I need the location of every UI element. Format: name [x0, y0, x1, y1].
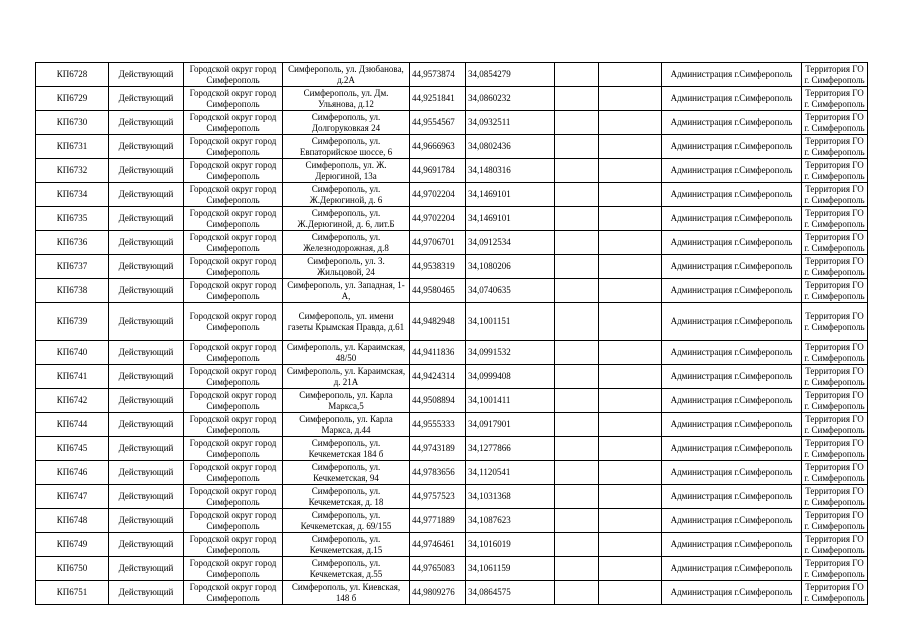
longitude-cell: 34,0740635 [466, 279, 555, 303]
latitude-cell: 44,9771889 [410, 509, 466, 533]
table-row [36, 111, 868, 135]
status-cell: Действующий [109, 461, 184, 485]
district-cell: Городской округ город Симферополь [184, 279, 283, 303]
owner-cell: Администрация г.Симферополь [662, 87, 802, 111]
table-row [36, 509, 868, 533]
status-cell: Действующий [109, 87, 184, 111]
district-cell: Городской округ город Симферополь [184, 485, 283, 509]
row-id-cell: КП6746 [36, 461, 109, 485]
owner-cell: Администрация г.Симферополь [662, 63, 802, 87]
status-cell: Действующий [109, 231, 184, 255]
empty-cell [599, 413, 662, 437]
owner-cell: Администрация г.Симферополь [662, 389, 802, 413]
address-cell: Симферополь, ул. Караимская, д. 21А [283, 365, 410, 389]
empty-cell [555, 87, 599, 111]
empty-cell [599, 135, 662, 159]
latitude-cell: 44,9508894 [410, 389, 466, 413]
district-cell: Городской округ город Симферополь [184, 341, 283, 365]
owner-cell: Администрация г.Симферополь [662, 279, 802, 303]
empty-cell [555, 279, 599, 303]
longitude-cell: 34,0802436 [466, 135, 555, 159]
status-cell: Действующий [109, 255, 184, 279]
table-row [36, 231, 868, 255]
row-id-cell: КП6731 [36, 135, 109, 159]
latitude-cell: 44,9573874 [410, 63, 466, 87]
address-cell: Симферополь, ул. Киевская, 148 б [283, 581, 410, 605]
territory-cell: Территория ГО г. Симферополь [802, 485, 868, 509]
empty-cell [599, 581, 662, 605]
row-id-cell: КП6732 [36, 159, 109, 183]
row-id-cell: КП6748 [36, 509, 109, 533]
latitude-cell: 44,9666963 [410, 135, 466, 159]
owner-cell: Администрация г.Симферополь [662, 135, 802, 159]
longitude-cell: 34,1016019 [466, 533, 555, 557]
district-cell: Городской округ город Симферополь [184, 255, 283, 279]
row-id-cell: КП6738 [36, 279, 109, 303]
row-id-cell: КП6735 [36, 207, 109, 231]
latitude-cell: 44,9411836 [410, 341, 466, 365]
empty-cell [555, 461, 599, 485]
empty-cell [599, 437, 662, 461]
territory-cell: Территория ГО г. Симферополь [802, 63, 868, 87]
status-cell: Действующий [109, 207, 184, 231]
owner-cell: Администрация г.Симферополь [662, 581, 802, 605]
row-id-cell: КП6737 [36, 255, 109, 279]
status-cell: Действующий [109, 183, 184, 207]
district-cell: Городской округ город Симферополь [184, 207, 283, 231]
address-cell: Симферополь, ул. Кечкеметская, д.15 [283, 533, 410, 557]
status-cell: Действующий [109, 581, 184, 605]
empty-cell [599, 365, 662, 389]
district-cell: Городской округ город Симферополь [184, 231, 283, 255]
owner-cell: Администрация г.Симферополь [662, 509, 802, 533]
longitude-cell: 34,1001151 [466, 303, 555, 341]
row-id-cell: КП6736 [36, 231, 109, 255]
status-cell: Действующий [109, 111, 184, 135]
owner-cell: Администрация г.Симферополь [662, 303, 802, 341]
table-body [36, 63, 868, 605]
territory-cell: Территория ГО г. Симферополь [802, 231, 868, 255]
empty-cell [599, 111, 662, 135]
row-id-cell: КП6741 [36, 365, 109, 389]
address-cell: Симферополь, ул. Карла Маркса,5 [283, 389, 410, 413]
row-id-cell: КП6745 [36, 437, 109, 461]
address-cell: Симферополь, ул. З. Жильцовой, 24 [283, 255, 410, 279]
territory-cell: Территория ГО г. Симферополь [802, 111, 868, 135]
empty-cell [555, 111, 599, 135]
table-row [36, 63, 868, 87]
longitude-cell: 34,0860232 [466, 87, 555, 111]
row-id-cell: КП6749 [36, 533, 109, 557]
row-id-cell: КП6734 [36, 183, 109, 207]
empty-cell [555, 581, 599, 605]
status-cell: Действующий [109, 135, 184, 159]
longitude-cell: 34,0912534 [466, 231, 555, 255]
data-table [35, 62, 868, 605]
status-cell: Действующий [109, 341, 184, 365]
longitude-cell: 34,1080206 [466, 255, 555, 279]
status-cell: Действующий [109, 159, 184, 183]
latitude-cell: 44,9706701 [410, 231, 466, 255]
empty-cell [555, 365, 599, 389]
longitude-cell: 34,1469101 [466, 207, 555, 231]
district-cell: Городской округ город Симферополь [184, 303, 283, 341]
status-cell: Действующий [109, 533, 184, 557]
owner-cell: Администрация г.Симферополь [662, 183, 802, 207]
latitude-cell: 44,9554567 [410, 111, 466, 135]
territory-cell: Территория ГО г. Симферополь [802, 207, 868, 231]
empty-cell [599, 279, 662, 303]
address-cell: Симферополь, ул. Карла Маркса, д.44 [283, 413, 410, 437]
empty-cell [599, 461, 662, 485]
latitude-cell: 44,9251841 [410, 87, 466, 111]
status-cell: Действующий [109, 413, 184, 437]
table-row [36, 413, 868, 437]
table-row [36, 303, 868, 341]
latitude-cell: 44,9765083 [410, 557, 466, 581]
table-row [36, 485, 868, 509]
territory-cell: Территория ГО г. Симферополь [802, 557, 868, 581]
territory-cell: Территория ГО г. Симферополь [802, 437, 868, 461]
district-cell: Городской округ город Симферополь [184, 87, 283, 111]
table-row [36, 581, 868, 605]
owner-cell: Администрация г.Симферополь [662, 557, 802, 581]
longitude-cell: 34,1031368 [466, 485, 555, 509]
empty-cell [599, 183, 662, 207]
longitude-cell: 34,0932511 [466, 111, 555, 135]
empty-cell [599, 341, 662, 365]
longitude-cell: 34,0917901 [466, 413, 555, 437]
latitude-cell: 44,9757523 [410, 485, 466, 509]
longitude-cell: 34,1480316 [466, 159, 555, 183]
district-cell: Городской округ город Симферополь [184, 533, 283, 557]
address-cell: Симферополь, ул. имени газеты Крымская Правда, д.61 [283, 303, 410, 341]
longitude-cell: 34,1120541 [466, 461, 555, 485]
district-cell: Городской округ город Симферополь [184, 581, 283, 605]
empty-cell [555, 159, 599, 183]
table-row [36, 389, 868, 413]
row-id-cell: КП6747 [36, 485, 109, 509]
empty-cell [599, 87, 662, 111]
empty-cell [555, 413, 599, 437]
table-row [36, 365, 868, 389]
territory-cell: Территория ГО г. Симферополь [802, 159, 868, 183]
table-row [36, 255, 868, 279]
table-row [36, 461, 868, 485]
territory-cell: Территория ГО г. Симферополь [802, 135, 868, 159]
empty-cell [599, 159, 662, 183]
longitude-cell: 34,0991532 [466, 341, 555, 365]
territory-cell: Территория ГО г. Симферополь [802, 87, 868, 111]
latitude-cell: 44,9482948 [410, 303, 466, 341]
row-id-cell: КП6750 [36, 557, 109, 581]
latitude-cell: 44,9783656 [410, 461, 466, 485]
district-cell: Городской округ город Симферополь [184, 509, 283, 533]
empty-cell [599, 231, 662, 255]
row-id-cell: КП6751 [36, 581, 109, 605]
empty-cell [555, 207, 599, 231]
empty-cell [555, 255, 599, 279]
empty-cell [555, 437, 599, 461]
row-id-cell: КП6728 [36, 63, 109, 87]
status-cell: Действующий [109, 389, 184, 413]
territory-cell: Территория ГО г. Симферополь [802, 413, 868, 437]
owner-cell: Администрация г.Симферополь [662, 461, 802, 485]
owner-cell: Администрация г.Симферополь [662, 365, 802, 389]
empty-cell [555, 533, 599, 557]
territory-cell: Территория ГО г. Симферополь [802, 461, 868, 485]
empty-cell [599, 533, 662, 557]
latitude-cell: 44,9809276 [410, 581, 466, 605]
longitude-cell: 34,1087623 [466, 509, 555, 533]
empty-cell [599, 389, 662, 413]
owner-cell: Администрация г.Симферополь [662, 485, 802, 509]
latitude-cell: 44,9702204 [410, 207, 466, 231]
owner-cell: Администрация г.Симферополь [662, 255, 802, 279]
owner-cell: Администрация г.Симферополь [662, 533, 802, 557]
empty-cell [555, 183, 599, 207]
latitude-cell: 44,9555333 [410, 413, 466, 437]
table-row [36, 183, 868, 207]
empty-cell [599, 303, 662, 341]
district-cell: Городской округ город Симферополь [184, 111, 283, 135]
table-row [36, 279, 868, 303]
status-cell: Действующий [109, 437, 184, 461]
owner-cell: Администрация г.Симферополь [662, 413, 802, 437]
district-cell: Городской округ город Симферополь [184, 413, 283, 437]
address-cell: Симферополь, ул. Кечкеметская, д.55 [283, 557, 410, 581]
longitude-cell: 34,0864575 [466, 581, 555, 605]
address-cell: Симферополь, ул. Долгоруковкая 24 [283, 111, 410, 135]
status-cell: Действующий [109, 303, 184, 341]
district-cell: Городской округ город Симферополь [184, 159, 283, 183]
territory-cell: Территория ГО г. Симферополь [802, 389, 868, 413]
empty-cell [555, 63, 599, 87]
longitude-cell: 34,1061159 [466, 557, 555, 581]
territory-cell: Территория ГО г. Симферополь [802, 533, 868, 557]
address-cell: Симферополь, ул. Дзюбанова, д.2А [283, 63, 410, 87]
table-row [36, 135, 868, 159]
address-cell: Симферополь, ул. Западная, 1-А, [283, 279, 410, 303]
row-id-cell: КП6740 [36, 341, 109, 365]
address-cell: Симферополь, ул. Караимская, 48/50 [283, 341, 410, 365]
address-cell: Симферополь, ул. Кечкеметская 184 б [283, 437, 410, 461]
table-row [36, 341, 868, 365]
empty-cell [555, 485, 599, 509]
address-cell: Симферополь, ул. Ж. Дерюгиной, 13а [283, 159, 410, 183]
address-cell: Симферополь, ул. Кечкеметская, д. 69/155 [283, 509, 410, 533]
status-cell: Действующий [109, 365, 184, 389]
table-row [36, 437, 868, 461]
table-row [36, 87, 868, 111]
latitude-cell: 44,9691784 [410, 159, 466, 183]
district-cell: Городской округ город Симферополь [184, 63, 283, 87]
longitude-cell: 34,1277866 [466, 437, 555, 461]
latitude-cell: 44,9743189 [410, 437, 466, 461]
row-id-cell: КП6742 [36, 389, 109, 413]
empty-cell [599, 485, 662, 509]
empty-cell [555, 557, 599, 581]
address-cell: Симферополь, ул. Железнодорожная, д.8 [283, 231, 410, 255]
empty-cell [555, 231, 599, 255]
table-row [36, 159, 868, 183]
latitude-cell: 44,9538319 [410, 255, 466, 279]
district-cell: Городской округ город Симферополь [184, 461, 283, 485]
district-cell: Городской округ город Симферополь [184, 389, 283, 413]
district-cell: Городской округ город Симферополь [184, 365, 283, 389]
latitude-cell: 44,9424314 [410, 365, 466, 389]
row-id-cell: КП6729 [36, 87, 109, 111]
district-cell: Городской округ город Симферополь [184, 557, 283, 581]
status-cell: Действующий [109, 557, 184, 581]
latitude-cell: 44,9702204 [410, 183, 466, 207]
empty-cell [599, 255, 662, 279]
longitude-cell: 34,1469101 [466, 183, 555, 207]
latitude-cell: 44,9580465 [410, 279, 466, 303]
empty-cell [555, 341, 599, 365]
owner-cell: Администрация г.Симферополь [662, 437, 802, 461]
empty-cell [599, 63, 662, 87]
address-cell: Симферополь, ул. Евпаторийское шоссе, 6 [283, 135, 410, 159]
table-row [36, 207, 868, 231]
territory-cell: Территория ГО г. Симферополь [802, 279, 868, 303]
row-id-cell: КП6744 [36, 413, 109, 437]
district-cell: Городской округ город Симферополь [184, 183, 283, 207]
status-cell: Действующий [109, 509, 184, 533]
status-cell: Действующий [109, 63, 184, 87]
owner-cell: Администрация г.Симферополь [662, 111, 802, 135]
table-row [36, 557, 868, 581]
address-cell: Симферополь, ул. Кечкеметская, д. 18 [283, 485, 410, 509]
address-cell: Симферополь, ул. Дм. Ульянова, д.12 [283, 87, 410, 111]
status-cell: Действующий [109, 279, 184, 303]
status-cell: Действующий [109, 485, 184, 509]
territory-cell: Территория ГО г. Симферополь [802, 303, 868, 341]
longitude-cell: 34,1001411 [466, 389, 555, 413]
empty-cell [555, 135, 599, 159]
territory-cell: Территория ГО г. Симферополь [802, 365, 868, 389]
latitude-cell: 44,9746461 [410, 533, 466, 557]
owner-cell: Администрация г.Симферополь [662, 341, 802, 365]
address-cell: Симферополь, ул. Ж.Дерюгиной, д. 6, лит.Б [283, 207, 410, 231]
empty-cell [599, 557, 662, 581]
longitude-cell: 34,0999408 [466, 365, 555, 389]
empty-cell [555, 509, 599, 533]
territory-cell: Территория ГО г. Симферополь [802, 341, 868, 365]
territory-cell: Территория ГО г. Симферополь [802, 183, 868, 207]
empty-cell [599, 509, 662, 533]
empty-cell [555, 303, 599, 341]
district-cell: Городской округ город Симферополь [184, 135, 283, 159]
row-id-cell: КП6739 [36, 303, 109, 341]
owner-cell: Администрация г.Симферополь [662, 159, 802, 183]
longitude-cell: 34,0854279 [466, 63, 555, 87]
address-cell: Симферополь, ул. Кечкеметская, 94 [283, 461, 410, 485]
district-cell: Городской округ город Симферополь [184, 437, 283, 461]
empty-cell [555, 389, 599, 413]
territory-cell: Территория ГО г. Симферополь [802, 255, 868, 279]
territory-cell: Территория ГО г. Симферополь [802, 581, 868, 605]
territory-cell: Территория ГО г. Симферополь [802, 509, 868, 533]
owner-cell: Администрация г.Симферополь [662, 207, 802, 231]
table-row [36, 533, 868, 557]
owner-cell: Администрация г.Симферополь [662, 231, 802, 255]
address-cell: Симферополь, ул. Ж.Дерюгиной, д. 6 [283, 183, 410, 207]
empty-cell [599, 207, 662, 231]
row-id-cell: КП6730 [36, 111, 109, 135]
